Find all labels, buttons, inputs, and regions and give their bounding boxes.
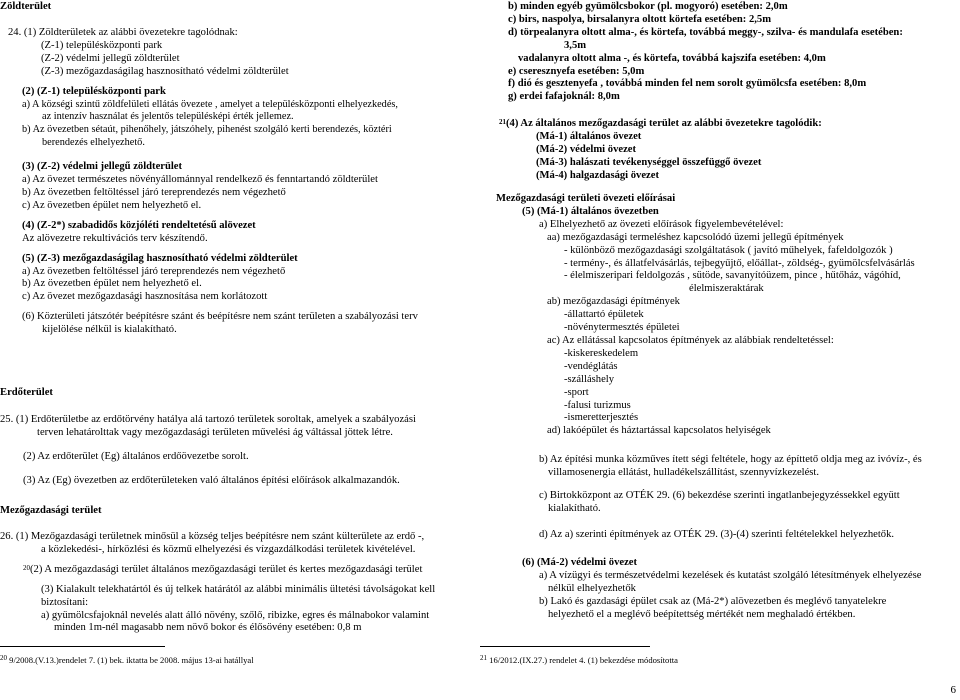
footnote-20 xyxy=(0,654,254,667)
zone-rules-block xyxy=(480,193,915,438)
para-24-6-2: kijelölése nélkül is kialakítható. xyxy=(42,324,177,336)
para-26-1a: 26. (1) Mezőgazdasági területnek minősül a község teljes beépítésre nem szánt külterülete az erdő -, xyxy=(0,531,425,542)
para-6-b-2: helyezhető el a meglévő beépítettség mértékét nem meghaladó értékben. xyxy=(548,608,856,620)
para-5-aa: aa) mezőgazdasági termeléshez kapcsolódó üzemi jellegű építmények xyxy=(547,231,844,243)
footnote-ref-21: 21 xyxy=(499,118,506,126)
subheading-24-5: (5) (Z-3) mezőgazdaságilag hasznosítható védelmi zöldterület xyxy=(22,252,298,264)
para-25-2: (2) Az erdőterület (Eg) általános erdőövezetbe sorolt. xyxy=(23,450,249,462)
zone-ma1-heading: (5) (Má-1) általános övezetben xyxy=(522,205,659,217)
page-number: 6 xyxy=(950,684,956,696)
footnote-separator-right xyxy=(480,646,650,647)
distance-g: g) erdei fafajoknál: 8,0m xyxy=(508,91,620,103)
zone-ma3: (Má-3) halászati tevékenységgel összefüggő övezet xyxy=(536,156,762,168)
para-5-ab-2: -növénytermesztés épületei xyxy=(564,322,680,334)
section-header-erdoterulet: Erdőterület xyxy=(0,387,53,398)
para-5-ab: ab) mezőgazdasági építmények xyxy=(547,296,680,308)
footnote-separator-left xyxy=(0,646,165,647)
section-header-zoldterulet: Zöldterület xyxy=(0,1,52,12)
para-24-2-a2: az intenzív használat és jelentős településképi érték jellemez. xyxy=(42,111,294,123)
para-25-1a: 25. (1) Erdőterületbe az erdőtörvény hatálya alá tartozó területek soroltak, amelyek a szabályozási xyxy=(0,414,416,425)
para-26-1b: a közlekedési-, hírközlési és közmű elhelyezési és vízgazdálkodási területek kivételével. xyxy=(41,543,416,555)
para-24-3-c: c) Az övezetben épület nem helyezhető el. xyxy=(22,199,202,211)
section-26-4-block xyxy=(499,118,822,183)
footnote-20-text: 9/2008.(V.13.)rendelet 7. (1) bek. iktatta be 2008. május 13-ai hatállyal xyxy=(7,655,254,665)
para-24-4: Az alövezetre rekultivációs terv készítendő. xyxy=(22,232,208,244)
para-5-b-1: b) Az építési munka közműves ített ségi feltétele, hogy az építtető oldja meg az ivóvíz-, és xyxy=(539,454,922,465)
footnote-21-text: 16/2012.(IX.27.) rendelet 4. (1) bekezdése módosította xyxy=(487,655,678,665)
distance-c: c) birs, naspolya, birsalanyra oltott körtefa esetében: 2,5m xyxy=(508,13,772,25)
para-24-5-b: b) Az övezetben épület nem helyezhető el. xyxy=(22,278,202,290)
para-24-5-c: c) Az övezet mezőgazdasági hasznosítása nem korlátozott xyxy=(22,291,268,303)
para-5-ac-4: -sport xyxy=(564,386,589,398)
distance-d-wild: vadalanyra oltott alma -, és körtefa, továbbá kajszifa esetében: 4,0m xyxy=(518,52,826,64)
footnote-21 xyxy=(480,654,678,667)
section-26-block xyxy=(0,531,435,635)
para-5-ac-2: -vendéglátás xyxy=(564,360,618,372)
para-24-3-b: b) Az övezetben feltöltéssel járó tereprendezés nem végezhető xyxy=(22,186,286,198)
para-26-2-text: (2) A mezőgazdasági terület általános mezőgazdasági terület és kertes mezőgazdasági terület xyxy=(30,563,423,575)
zone-ma4: (Má-4) halgazdasági övezet xyxy=(536,169,659,181)
para-6-a-1: a) A vízügyi és természetvédelmi kezelések és kutatást szolgáló létesítmények elhelyezése xyxy=(539,569,922,581)
subheading-24-2: (2) (Z-1) településközponti park xyxy=(22,85,166,97)
planting-distance-list xyxy=(508,1,903,104)
distance-f: f) dió és gesztenyefa , továbbá minden fel nem sorolt gyümölcsfa esetében: 8,0m xyxy=(508,78,867,90)
para-5-aa-3b: élelmiszeraktárak xyxy=(689,283,764,295)
para-6-a-2: nélkül elhelyezhetők xyxy=(548,582,636,594)
para-24-6-1: (6) Közterületi játszótér beépítésre szánt és beépítésre nem szánt területen a szabályozási terv xyxy=(22,311,418,323)
para-5-a: a) Elhelyezhető az övezeti előírások figyelembevételével: xyxy=(539,218,784,230)
para-26-3c: a) gyümölcsfajoknál nevelés alatt álló növény, szőlő, ribizke, egres és málnabokor valamint xyxy=(41,609,430,621)
zone-rules-heading: Mezőgazdasági területi övezeti előírásai xyxy=(496,193,676,204)
para-26-3a: (3) Kialakult telekhatártól és új telkek határától az alábbi minimális ültetési távolságokat kell xyxy=(41,583,436,595)
para-5-b-2: villamosenergia ellátást, hulladékelszállítást, szennyvízkezelést. xyxy=(548,466,820,478)
footnote-20-marker: 20 xyxy=(0,654,7,662)
para-26-3b: biztosítani: xyxy=(41,596,89,608)
para-6-b-1: b) Lakó és gazdasági épület csak az (Má-2*) alövezetben és meglévő tanyatelekre xyxy=(539,595,887,607)
list-item-z2: (Z-2) védelmi jellegű zöldterület xyxy=(41,52,180,64)
subheading-24-3: (3) (Z-2) védelmi jellegű zöldterület xyxy=(22,161,183,173)
zone-ma2-heading: (6) (Má-2) védelmi övezet xyxy=(522,557,638,568)
distance-e: e) cseresznyefa esetében: 5,0m xyxy=(508,65,645,77)
para-24-2-a1: a) A községi szintű zöldfelületi ellátás övezete , amelyet a településközponti elhelyezkedés, xyxy=(22,98,398,110)
para-24-intro: 24. (1) Zöldterületek az alábbi övezetekre tagolódnak: xyxy=(8,27,238,38)
subheading-24-4: (4) (Z-2*) szabadidős közjóléti rendeltetésű alövezet xyxy=(22,219,256,231)
footnote-21-marker: 21 xyxy=(480,654,487,662)
para-26-3d: minden 1m-nél magasabb nem növő bokor és élősövény esetében: 0,8 m xyxy=(54,622,362,634)
para-5-ad: ad) lakóépület és háztartással kapcsolatos helyiségek xyxy=(547,425,771,437)
zone-ma2: (Má-2) védelmi övezet xyxy=(536,143,637,155)
para-5-c-2: kialakítható. xyxy=(548,502,601,514)
distance-d-value: 3,5m xyxy=(564,39,587,51)
para-5-d: d) Az a) szerinti építmények az OTÉK 29. (3)-(4) szerinti feltételekkel helyezhetők. xyxy=(539,529,895,540)
section-25-block xyxy=(0,414,416,488)
para-5-aa-3: - élelmiszeripari feldolgozás , sütöde, savanyítóüzem, pince , hűtőház, vágóhíd, xyxy=(564,270,901,282)
para-24-2-b2: berendezés elhelyezhető. xyxy=(42,137,145,149)
para-5-ac-5: -falusi turizmus xyxy=(564,399,631,411)
para-25-3: (3) Az (Eg) övezetben az erdőterületeken való általános építési előírások alkalmazandók. xyxy=(23,474,400,486)
para-24-2-b1: b) Az övezetben sétaút, pihenőhely, játszóhely, pihenést szolgáló kerti berendezés, köztéri xyxy=(22,124,392,136)
para-24-3-a: a) Az övezet természetes növényállománnyal rendelkező és fenntartandó zöldterület xyxy=(22,174,378,186)
para-5-c-1: c) Birtokközpont az OTÉK 29. (6) bekezdése szerinti ingatlanbejegyzéssekkel együtt xyxy=(539,490,900,501)
para-5-ac-3: -szálláshely xyxy=(564,373,615,385)
footnote-ref-20: 20 xyxy=(23,563,30,572)
para-25-1b: terven lehatárolttak vagy mezőgazdasági területen művelési ág váltással jöttek létre. xyxy=(37,426,393,438)
para-26-4 xyxy=(499,118,822,131)
para-5-ab-1: -állattartó épületek xyxy=(564,309,644,321)
distance-d: d) törpealanyra oltott alma-, és körtefa, továbbá meggy-, szilva- és mandulafa esetében: xyxy=(508,26,903,38)
zone-ma2-block xyxy=(522,557,921,622)
para-5-aa-1: - különböző mezőgazdasági szolgáltatások ( javító műhelyek, fafeldolgozók ) xyxy=(564,244,893,256)
para-24-5-a: a) Az övezetben feltöltéssel járó tereprendezés nem végezhető xyxy=(22,265,286,277)
para-5-ac-6: -ismeretterjesztés xyxy=(564,412,639,424)
para-5-c-block xyxy=(539,490,900,516)
para-5-ac: ac) Az ellátással kapcsolatos építmények az alábbiak rendeltetéssel: xyxy=(547,334,834,346)
list-item-z3: (Z-3) mezőgazdaságilag hasznosítható védelmi zöldterület xyxy=(41,65,289,77)
distance-b: b) minden egyéb gyümölcsbokor (pl. mogyoró) esetében: 2,0m xyxy=(508,1,788,12)
para-5-ac-1: -kiskereskedelem xyxy=(564,347,639,359)
para-5-aa-2: - termény-, és állatfelvásárlás, tejbegyűjtő, előállat-, zöldség-, gyümölcsfelvásárlás xyxy=(564,257,915,269)
zone-ma1: (Má-1) általános övezet xyxy=(536,130,642,142)
list-item-z1: (Z-1) településközponti park xyxy=(41,39,163,51)
para-5-b-block xyxy=(539,454,922,480)
para-26-2 xyxy=(0,564,435,577)
para-26-4-text: (4) Az általános mezőgazdasági terület az alábbi övezetekre tagolódik: xyxy=(506,118,822,129)
section-24-block xyxy=(8,27,418,337)
section-header-mezogazdasagi: Mezőgazdasági terület xyxy=(0,505,102,516)
